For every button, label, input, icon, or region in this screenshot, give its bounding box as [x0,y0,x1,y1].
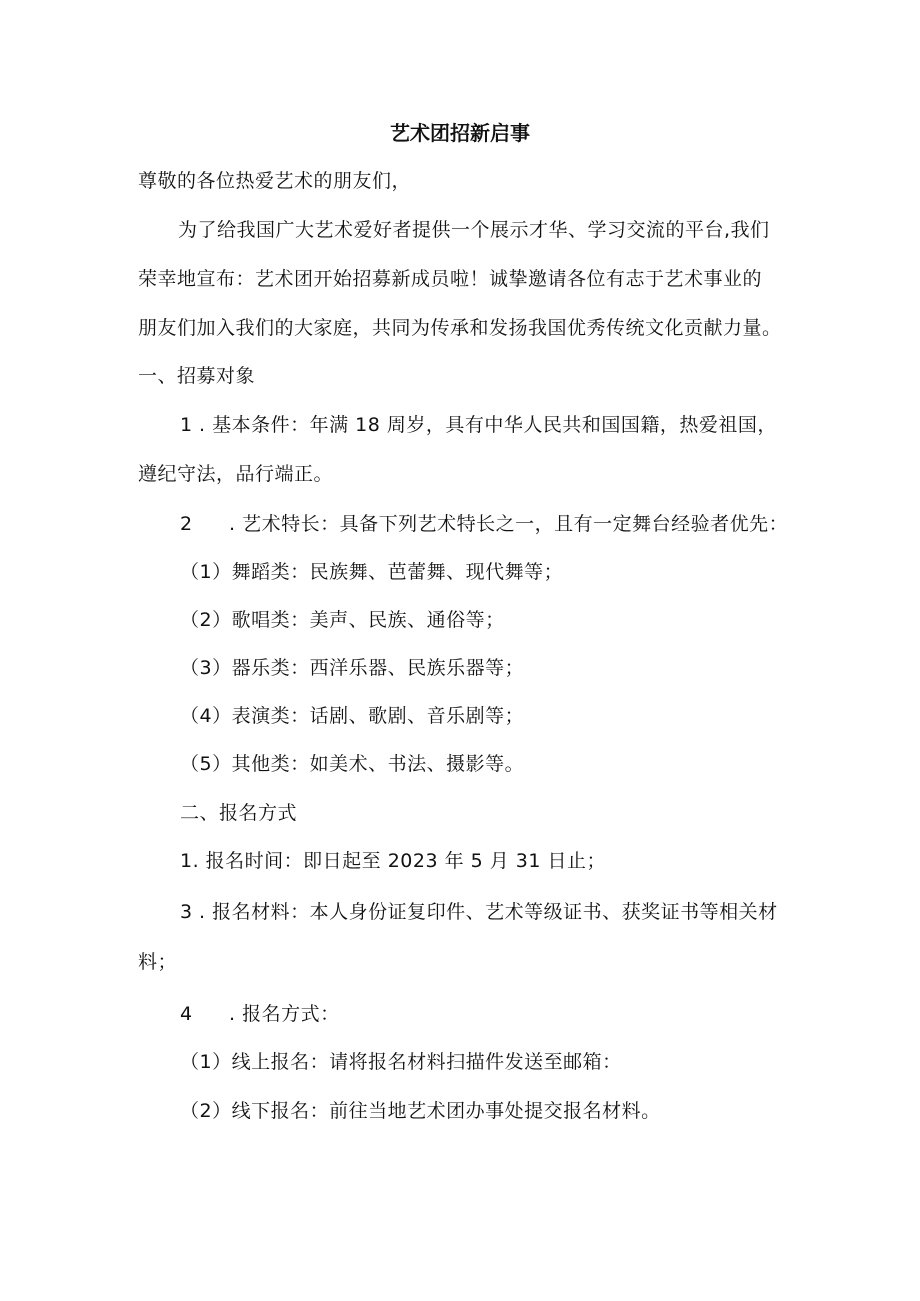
salutation: 尊敬的各位热爱艺术的朋友们， [138,170,412,192]
subitem-offline: （2）线下报名：前往当地艺术团办事处提交报名材料。 [180,1100,661,1122]
subitem-singing: （2）歌唱类：美声、民族、通俗等； [180,609,505,631]
subitem-other: （5）其他类：如美术、书法、摄影等。 [180,753,525,775]
intro-line-2: 荣幸地宣布：艺术团开始招募新成员啦！诚挚邀请各位有志于艺术事业的 [138,268,763,290]
section2-item3-line1: . 报名材料：本人身份证复印件、艺术等级证书、获奖证书等相关材 [199,901,778,923]
section1-item1-line2: 遵纪守法，品行端正。 [138,463,334,485]
document-title: 艺术团招新启事 [390,121,530,145]
section1-heading: 一、招募对象 [138,365,256,387]
section2-item3-number: 3 [180,901,193,923]
section2-item4-number: 4 [180,1003,193,1025]
subitem-online: （1）线上报名：请将报名材料扫描件发送至邮箱： [180,1051,622,1073]
subitem-dance: （1）舞蹈类：民族舞、芭蕾舞、现代舞等； [180,561,564,583]
section2-item3-line2: 料； [138,951,178,973]
section1-item1-line1: . 基本条件：年满 18 周岁，具有中华人民共和国国籍，热爱祖国， [199,414,777,436]
section1-item2-text: . 艺术特长：具备下列艺术特长之一，且有一定舞台经验者优先： [229,513,789,535]
subitem-performance: （4）表演类：话剧、歌剧、音乐剧等； [180,705,525,727]
section2-item1: 1. 报名时间：即日起至 2023 年 5 月 31 日止； [180,850,607,872]
section2-item4-text: . 报名方式： [229,1003,340,1025]
intro-line-3: 朋友们加入我们的大家庭，共同为传承和发扬我国优秀传统文化贡献力量。 [138,317,782,339]
section1-item2-number: 2 [180,513,193,535]
section1-item1-number: 1 [180,414,193,436]
section2-heading: 二、报名方式 [180,802,298,824]
subitem-instrumental: （3）器乐类：西洋乐器、民族乐器等； [180,657,525,679]
intro-line-1: 为了给我国广大艺术爱好者提供一个展示才华、学习交流的平台,我们 [178,219,770,241]
